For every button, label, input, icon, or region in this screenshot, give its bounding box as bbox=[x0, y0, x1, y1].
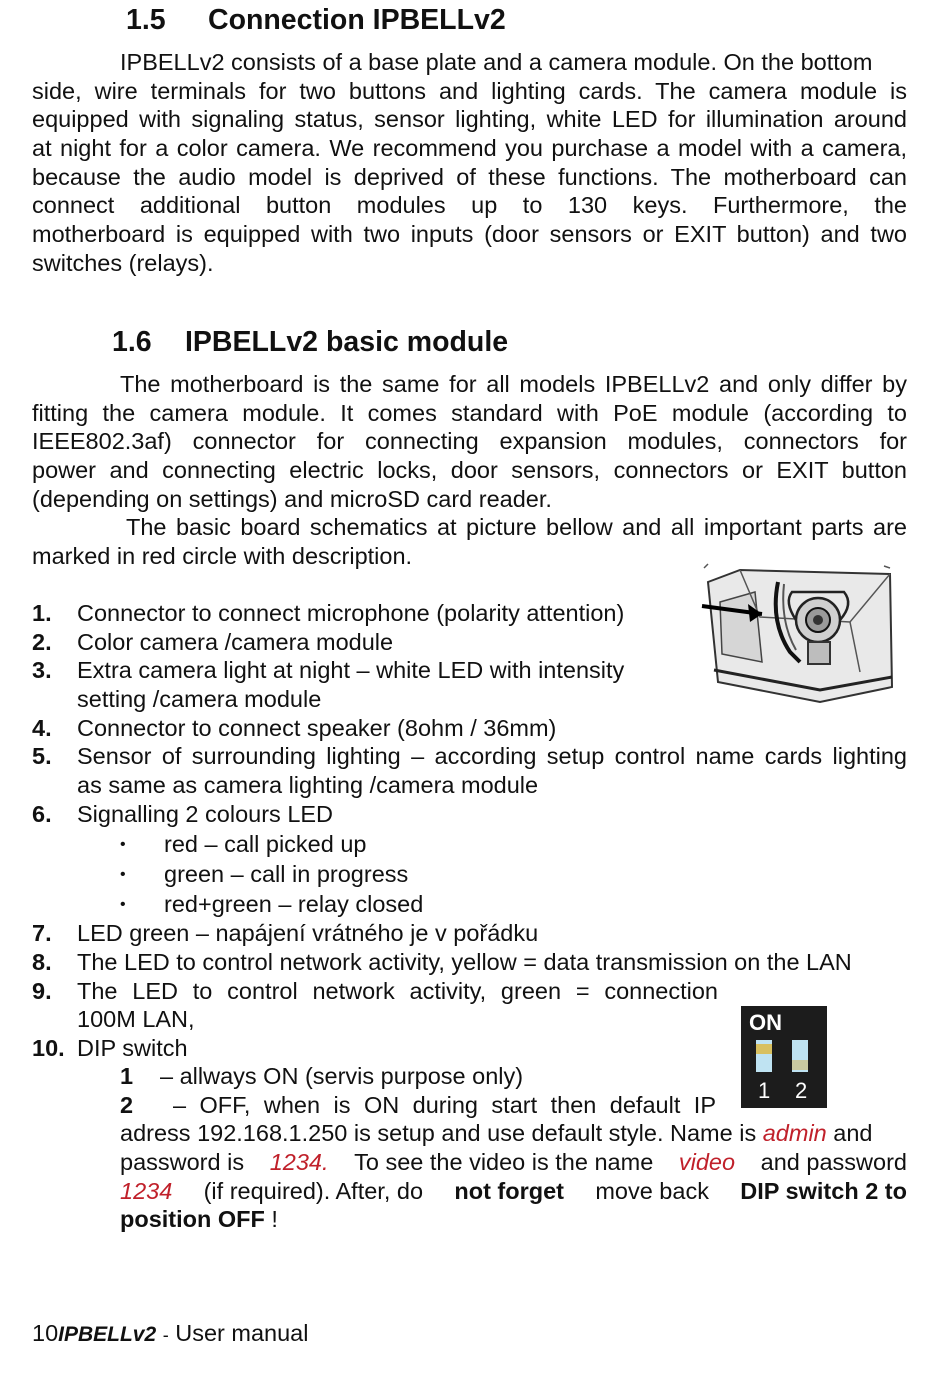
list-item-continuation: setting /camera module bbox=[77, 686, 322, 712]
dip-text: (if required). After, do bbox=[203, 1178, 424, 1204]
dip-option-number: 1 bbox=[120, 1063, 134, 1089]
paragraph-line: marked in red circle with description. bbox=[32, 543, 413, 569]
list-item: The LED to control network activity, yellow = data transmission on the LAN bbox=[77, 949, 852, 975]
paragraph-line: The motherboard is the same for all models IPBELLv2 and only differ by bbox=[120, 371, 907, 397]
list-item: Connector to connect speaker (8ohm / 36mm) bbox=[77, 715, 557, 741]
list-item: DIP switch bbox=[77, 1035, 188, 1061]
list-number: 1. bbox=[32, 600, 52, 626]
dip-option-text: – allways ON (servis purpose only) bbox=[160, 1063, 524, 1089]
list-item: Signalling 2 colours LED bbox=[77, 801, 334, 827]
video-password: 1234 bbox=[120, 1178, 173, 1204]
dip-text: and bbox=[833, 1120, 873, 1146]
default-password: 1234. bbox=[269, 1149, 329, 1175]
section-heading-1-5 bbox=[126, 4, 506, 37]
section-number: 1.6 bbox=[112, 326, 152, 358]
dip-text: move back bbox=[595, 1178, 709, 1204]
list-item-continuation: as same as camera lighting /camera module bbox=[77, 772, 539, 798]
dip-label-2: 2 bbox=[795, 1078, 808, 1103]
paragraph-line: connect additional button modules up to 130 keys. Furthermore, the bbox=[32, 192, 907, 218]
paragraph-line: IPBELLv2 consists of a base plate and a camera module. On the bottom bbox=[120, 49, 873, 75]
section-title: Connection IPBELLv2 bbox=[208, 4, 506, 36]
dip-switch-1-knob bbox=[756, 1044, 772, 1054]
bullet-icon: • bbox=[120, 896, 126, 913]
dip-emphasis: position OFF bbox=[120, 1206, 265, 1232]
paragraph-line: power and connecting electric locks, door sensors, connectors or EXIT button bbox=[32, 457, 907, 483]
paragraph-line: The basic board schematics at picture bellow and all important parts are bbox=[126, 514, 907, 540]
dip-on-label: ON bbox=[749, 1010, 782, 1035]
paragraph-line: switches (relays). bbox=[32, 250, 214, 276]
list-item-continuation: 100M LAN, bbox=[77, 1006, 195, 1032]
dip-description-line bbox=[120, 1119, 873, 1148]
paragraph-line: because the audio model is deprived of these functions. The motherboard can bbox=[32, 164, 907, 190]
dip-switch-2-knob bbox=[792, 1060, 808, 1070]
footer-title: User manual bbox=[175, 1320, 309, 1346]
dip-description-line bbox=[120, 1205, 278, 1234]
camera-module-photo bbox=[700, 562, 895, 720]
dip-text: adress 192.168.1.250 is setup and use default style. Name is bbox=[120, 1120, 757, 1146]
paragraph-line: at night for a color camera. We recommend you purchase a model with a camera, bbox=[32, 135, 907, 161]
bullet-icon: • bbox=[120, 866, 126, 883]
section-number: 1.5 bbox=[126, 4, 166, 36]
list-item: Sensor of surrounding lighting – according setup control name cards lighting bbox=[77, 743, 907, 769]
bullet-icon: • bbox=[120, 836, 126, 853]
bullet-item: red – call picked up bbox=[164, 831, 367, 857]
list-item: Extra camera light at night – white LED with intensity bbox=[77, 657, 625, 683]
footer-separator: - bbox=[162, 1325, 169, 1345]
list-item: Connector to connect microphone (polarity attention) bbox=[77, 600, 625, 626]
dip-text: password is bbox=[120, 1149, 245, 1175]
page-number: 10 bbox=[32, 1320, 59, 1346]
paragraph-line: fitting the camera module. It comes standard with PoE module (according to bbox=[32, 400, 907, 426]
dip-description-line bbox=[120, 1177, 907, 1206]
paragraph-line: (depending on settings) and microSD card reader. bbox=[32, 486, 552, 512]
dip-text: ! bbox=[271, 1206, 278, 1232]
list-number: 6. bbox=[32, 801, 52, 827]
section-title: IPBELLv2 basic module bbox=[185, 326, 509, 358]
dip-option-number: 2 bbox=[120, 1092, 134, 1118]
paragraph-line: IEEE802.3af) connector for connecting expansion modules, connectors for bbox=[32, 428, 907, 454]
dip-emphasis: DIP switch 2 to bbox=[740, 1178, 907, 1204]
paragraph-line: equipped with signaling status, sensor lighting, white LED for illumination around bbox=[32, 106, 907, 132]
list-number: 2. bbox=[32, 629, 52, 655]
dip-emphasis: not forget bbox=[454, 1178, 564, 1204]
bullet-item: red+green – relay closed bbox=[164, 891, 424, 917]
dip-text: and password bbox=[760, 1149, 907, 1175]
video-username: video bbox=[678, 1149, 736, 1175]
default-username: admin bbox=[762, 1120, 827, 1146]
dip-switch-image bbox=[741, 1006, 827, 1108]
list-number: 4. bbox=[32, 715, 52, 741]
list-number: 8. bbox=[32, 949, 52, 975]
list-number: 3. bbox=[32, 657, 52, 683]
paragraph-line: side, wire terminals for two buttons and lighting cards. The camera module is bbox=[32, 78, 907, 104]
list-item: LED green – napájení vrátného je v pořádku bbox=[77, 920, 539, 946]
dip-text: To see the video is the name bbox=[354, 1149, 654, 1175]
paragraph-line: motherboard is equipped with two inputs (door sensors or EXIT button) and two bbox=[32, 221, 907, 247]
list-item: The LED to control network activity, green = connection bbox=[77, 978, 718, 1004]
list-number: 5. bbox=[32, 743, 52, 769]
list-number: 9. bbox=[32, 978, 52, 1004]
dip-label-1: 1 bbox=[758, 1078, 771, 1103]
footer-product: IPBELLv2 bbox=[58, 1323, 157, 1346]
dip-switch-1 bbox=[756, 1040, 772, 1072]
list-item: Color camera /camera module bbox=[77, 629, 394, 655]
dip-description-line bbox=[120, 1148, 907, 1177]
dip-switch-2 bbox=[792, 1040, 808, 1072]
bullet-item: green – call in progress bbox=[164, 861, 409, 887]
page-footer bbox=[32, 1320, 308, 1347]
list-number: 7. bbox=[32, 920, 52, 946]
section-heading-1-6 bbox=[112, 326, 508, 359]
dip-option-text: – OFF, when is ON during start then default IP bbox=[173, 1092, 716, 1118]
list-number: 10. bbox=[32, 1035, 65, 1061]
